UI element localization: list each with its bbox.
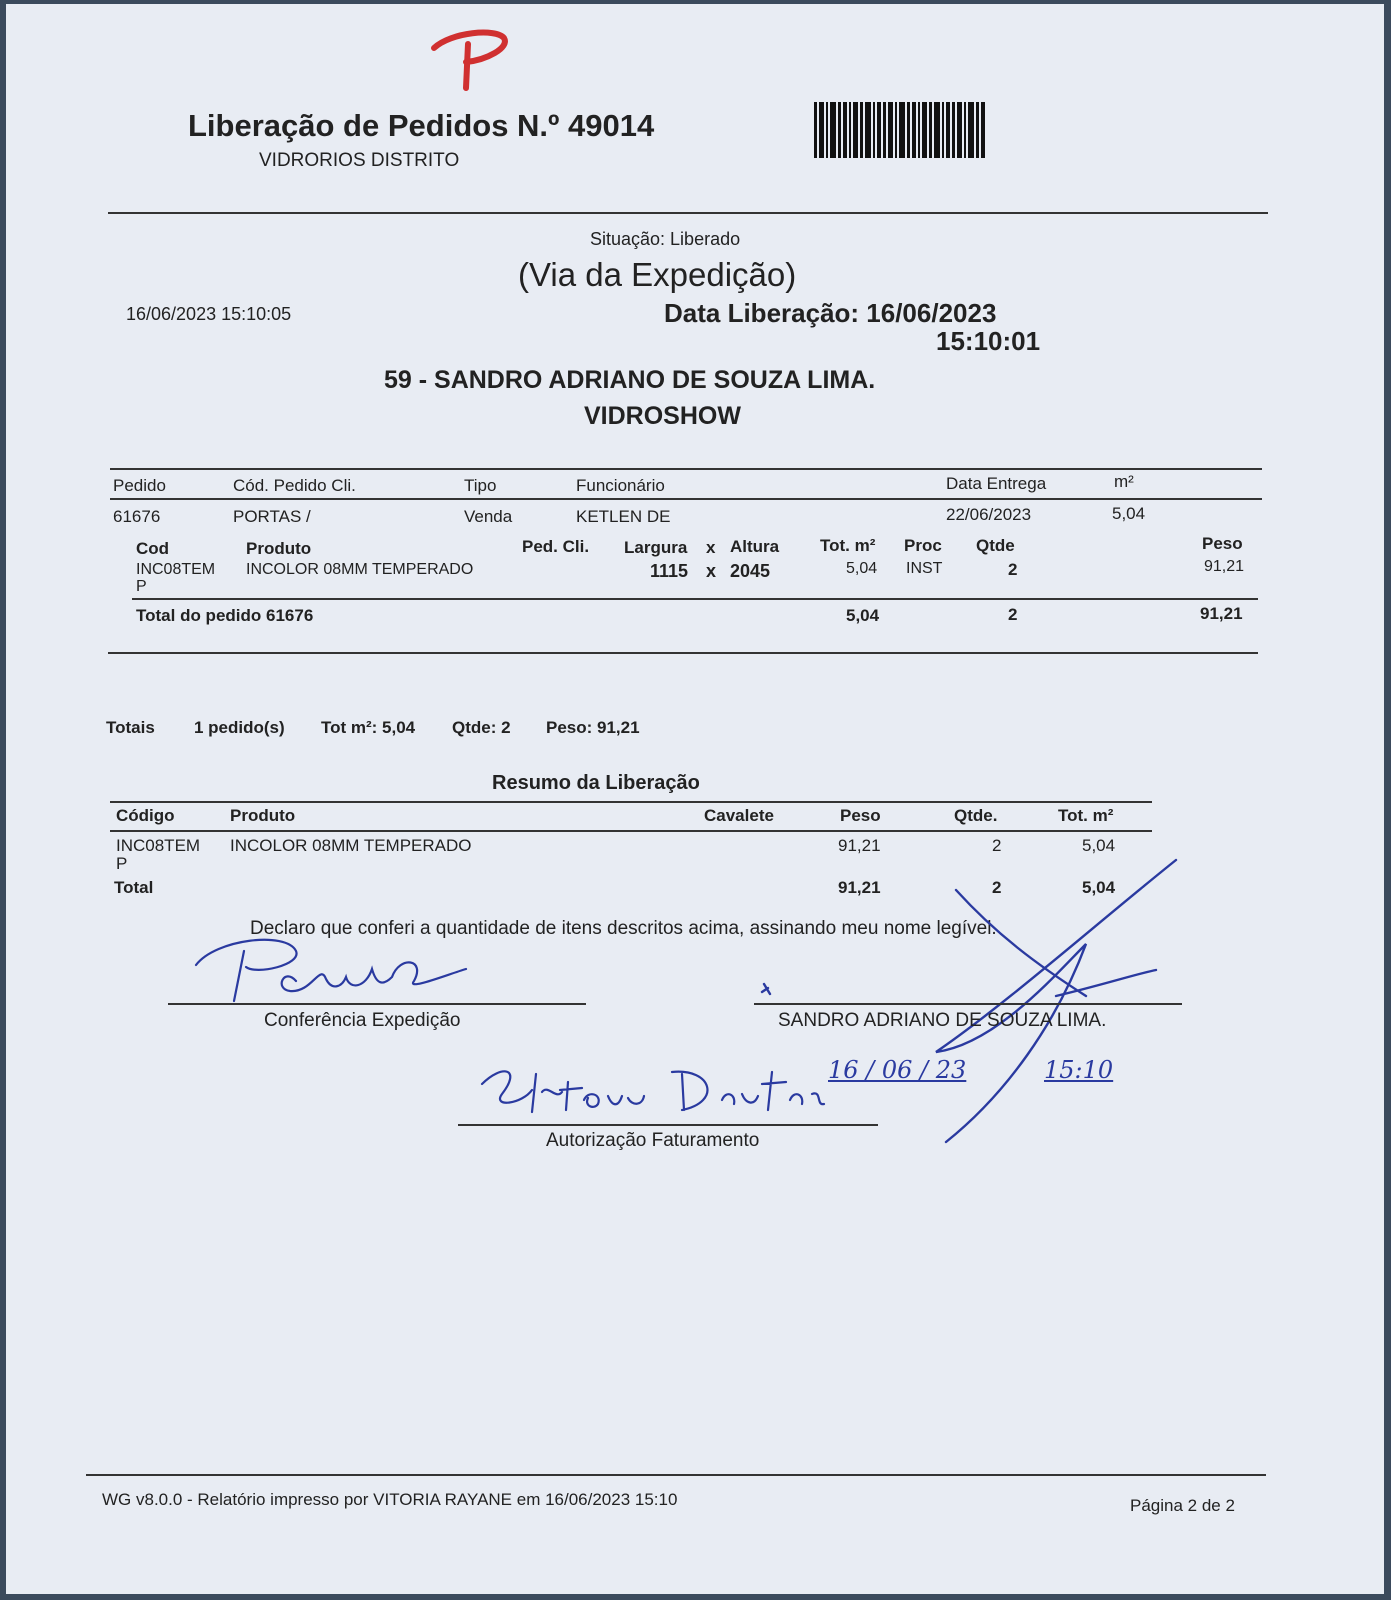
data-liberacao: Data Liberação: 16/06/2023 <box>664 298 997 328</box>
items-total-m2: 5,04 <box>846 606 880 625</box>
item-produto: INCOLOR 08MM TEMPERADO <box>246 561 474 578</box>
resumo-col-cavalete: Cavalete <box>704 806 774 825</box>
order-m2: 5,04 <box>1112 504 1146 523</box>
item-tot-m2: 5,04 <box>846 560 878 577</box>
resumo-peso: 91,21 <box>838 836 881 855</box>
totals-peso: Peso: 91,21 <box>546 718 640 737</box>
cliente-label: SANDRO ADRIANO DE SOUZA LIMA. <box>778 1010 1107 1031</box>
autorizacao-label: Autorização Faturamento <box>546 1130 760 1151</box>
document-title: Liberação de Pedidos N.º 49014 <box>188 108 655 143</box>
order-tipo: Venda <box>464 507 513 526</box>
conferencia-label: Conferência Expedição <box>264 1010 461 1031</box>
resumo-col-codigo: Código <box>116 806 175 825</box>
item-altura: 2045 <box>730 561 771 581</box>
via-label: (Via da Expedição) <box>518 256 797 293</box>
totals-m2: Tot m²: 5,04 <box>321 718 416 737</box>
resumo-produto: INCOLOR 08MM TEMPERADO <box>230 836 472 855</box>
totals-qtde: Qtde: 2 <box>452 718 511 737</box>
footer-line <box>86 1474 1266 1476</box>
resumo-codigo: INC08TEM <box>116 836 201 855</box>
col-m2: m² <box>1114 472 1134 491</box>
client-company: VIDROSHOW <box>584 402 741 430</box>
resumo-col-tot-m2: Tot. m² <box>1058 806 1114 825</box>
status-situacao: Situação: Liberado <box>590 229 741 249</box>
resumo-codigo-cont: P <box>116 854 128 873</box>
items-col-qtde: Qtde <box>976 536 1015 555</box>
col-data-entrega: Data Entrega <box>946 474 1047 493</box>
resumo-top-line <box>110 801 1152 803</box>
conferencia-line <box>168 1003 586 1005</box>
declaration-text: Declaro que conferi a quantidade de itens descritos acima, assinando meu nome legível. <box>250 918 997 939</box>
resumo-total-qtde: 2 <box>992 878 1002 897</box>
items-col-cod: Cod <box>136 539 170 558</box>
order-cod-pedido-cli: PORTAS / <box>233 507 311 526</box>
item-largura: 1115 <box>650 561 689 581</box>
barcode <box>814 102 1024 158</box>
resumo-col-peso: Peso <box>840 806 881 825</box>
items-total-label: Total do pedido 61676 <box>136 606 314 625</box>
col-tipo: Tipo <box>464 476 497 495</box>
client-name: 59 - SANDRO ADRIANO DE SOUZA LIMA. <box>384 366 876 394</box>
resumo-col-qtde: Qtde. <box>954 806 998 825</box>
footer-page: Página 2 de 2 <box>1130 1496 1235 1515</box>
items-col-produto: Produto <box>246 539 312 558</box>
order-data-entrega: 22/06/2023 <box>946 505 1032 524</box>
resumo-tot-m2: 5,04 <box>1082 836 1116 855</box>
items-col-tot-m2: Tot. m² <box>820 536 876 555</box>
print-datetime: 16/06/2023 15:10:05 <box>126 304 292 324</box>
company-name: VIDRORIOS DISTRITO <box>259 150 460 171</box>
col-funcionario: Funcionário <box>576 476 665 495</box>
items-total-line <box>132 598 1258 600</box>
item-cod-cont: P <box>136 578 147 595</box>
autorizacao-line <box>458 1124 878 1126</box>
data-liberacao-time: 15:10:01 <box>936 326 1041 356</box>
item-proc: INST <box>906 560 943 577</box>
signature-conferencia <box>186 929 486 1009</box>
item-cod: INC08TEM <box>136 561 216 578</box>
resumo-header-line <box>110 830 1152 832</box>
col-cod-pedido-cli: Cód. Pedido Cli. <box>233 476 356 495</box>
signature-autorizacao <box>472 1054 832 1126</box>
resumo-total-tot-m2: 5,04 <box>1082 878 1116 897</box>
document-page <box>6 4 1384 1594</box>
resumo-qtde: 2 <box>992 836 1002 855</box>
items-col-largura: Largura <box>624 538 688 557</box>
resumo-title: Resumo da Liberação <box>492 772 700 794</box>
item-peso: 91,21 <box>1204 558 1245 575</box>
item-x: x <box>706 561 717 581</box>
items-col-x: x <box>706 538 716 557</box>
totals-pedidos: 1 pedido(s) <box>194 718 285 737</box>
handwritten-time: 15:10 <box>1044 1056 1114 1084</box>
col-pedido: Pedido <box>113 476 166 495</box>
footer-printed-by: WG v8.0.0 - Relatório impresso por VITORIA RAYANE em 16/06/2023 15:10 <box>102 1490 678 1509</box>
order-header-top-line <box>110 468 1262 470</box>
items-bottom-line <box>108 652 1258 654</box>
resumo-total-label: Total <box>114 878 154 897</box>
items-total-qtde: 2 <box>1008 605 1018 624</box>
items-col-peso: Peso <box>1202 534 1243 553</box>
order-funcionario: KETLEN DE <box>576 507 671 526</box>
resumo-total-peso: 91,21 <box>838 878 881 897</box>
totals-label: Totais <box>106 718 155 737</box>
items-col-ped-cli: Ped. Cli. <box>522 537 590 556</box>
resumo-col-produto: Produto <box>230 806 296 825</box>
order-header-bottom-line <box>110 498 1262 500</box>
items-col-altura: Altura <box>730 537 780 556</box>
handwritten-date: 16 / 06 / 23 <box>828 1056 967 1084</box>
items-total-peso: 91,21 <box>1200 604 1243 623</box>
item-qtde: 2 <box>1008 560 1018 579</box>
items-col-proc: Proc <box>904 536 942 555</box>
order-pedido: 61676 <box>113 507 161 526</box>
logo-p-icon <box>426 26 516 96</box>
header-divider <box>108 212 1268 214</box>
cliente-line <box>754 1003 1182 1005</box>
